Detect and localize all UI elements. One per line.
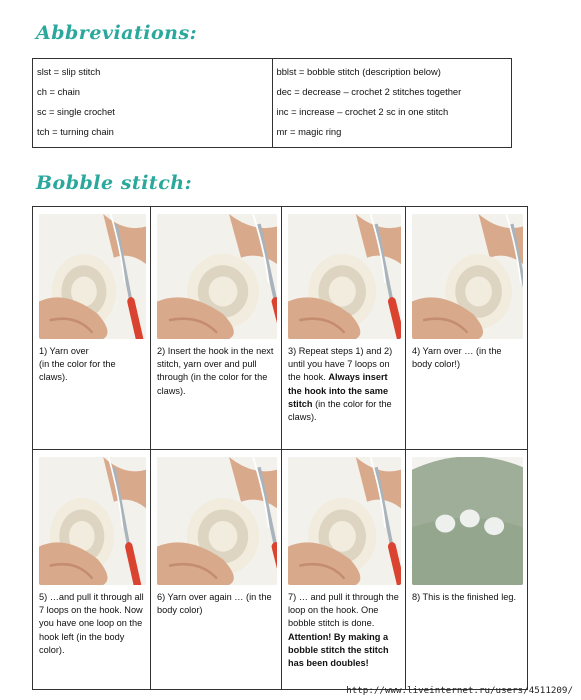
abbreviations-left-column bbox=[33, 59, 272, 147]
yarn-over-photo bbox=[39, 214, 146, 339]
step-caption-text: 6) Yarn over again … (in the body color) bbox=[157, 592, 272, 616]
abbreviation-item: mr = magic ring bbox=[276, 126, 342, 137]
abbreviations-right-column bbox=[272, 59, 512, 147]
step-caption-text: 4) Yarn over … (in the body color!) bbox=[412, 346, 502, 370]
step-caption-text: 5) …and pull it through all 7 loops on the hook. Now you have one loop on the hook left (in the body color). bbox=[39, 592, 144, 655]
step-cell bbox=[151, 450, 282, 689]
step-caption bbox=[288, 591, 401, 670]
step-caption-bold: Always insert the hook into the same stitch bbox=[288, 372, 389, 409]
step-caption bbox=[157, 591, 277, 617]
abbreviation-item: dec = decrease – crochet 2 stitches together bbox=[276, 86, 462, 97]
step-caption-text: 7) … and pull it through the loop on the hook. One bobble stitch is done. bbox=[288, 592, 399, 629]
yarn-over-again-photo bbox=[157, 457, 277, 585]
step-caption-text: 8) This is the finished leg. bbox=[412, 592, 517, 602]
abbreviation-item: slst = slip stitch bbox=[37, 66, 101, 77]
step-caption bbox=[412, 591, 523, 604]
pull-through-loop-photo bbox=[288, 457, 401, 585]
insert-hook-photo bbox=[157, 214, 277, 339]
step-caption-text: (in the color for the claws). bbox=[288, 398, 392, 423]
finished-leg-photo bbox=[412, 457, 523, 585]
step-caption-text: 1) Yarn over (in the color for the claws). bbox=[39, 346, 116, 383]
step-cell bbox=[33, 207, 151, 450]
step-cell bbox=[33, 450, 151, 689]
abbreviation-item: bblst = bobble stitch (description below) bbox=[276, 66, 441, 77]
step-cell bbox=[151, 207, 282, 450]
yarn-over-body-photo bbox=[412, 214, 523, 339]
bobble-steps-table bbox=[32, 206, 528, 690]
watermark-url: http://www.liveinternet.ru/users/4511209/ bbox=[346, 685, 573, 696]
step-cell bbox=[406, 450, 527, 689]
step-caption-text: 2) Insert the hook in the next stitch, yarn over and pull through (in the color for the claws). bbox=[157, 346, 274, 396]
step-caption bbox=[157, 345, 277, 398]
abbreviation-item: tch = turning chain bbox=[37, 126, 114, 137]
step-caption bbox=[39, 591, 146, 657]
pull-through-7-photo bbox=[39, 457, 146, 585]
step-caption-text: 3) Repeat steps 1) and 2) until you have 7 loops on the hook. bbox=[288, 346, 393, 383]
abbreviation-item: sc = single crochet bbox=[37, 106, 115, 117]
abbreviation-item: inc = increase – crochet 2 sc in one stitch bbox=[276, 106, 449, 117]
step-cell bbox=[282, 207, 406, 450]
abbreviations-heading: Abbreviations: bbox=[36, 22, 198, 44]
step-caption bbox=[412, 345, 523, 371]
step-cell bbox=[406, 207, 527, 450]
abbreviations-table bbox=[32, 58, 512, 148]
step-cell bbox=[282, 450, 406, 689]
repeat-steps-photo bbox=[288, 214, 401, 339]
step-caption bbox=[39, 345, 146, 385]
step-caption-bold: Attention! By making a bobble stitch the stitch has been doubles! bbox=[288, 631, 389, 669]
abbreviation-item: ch = chain bbox=[37, 86, 80, 97]
bobble-stitch-heading: Bobble stitch: bbox=[36, 172, 193, 194]
step-caption bbox=[288, 345, 401, 424]
